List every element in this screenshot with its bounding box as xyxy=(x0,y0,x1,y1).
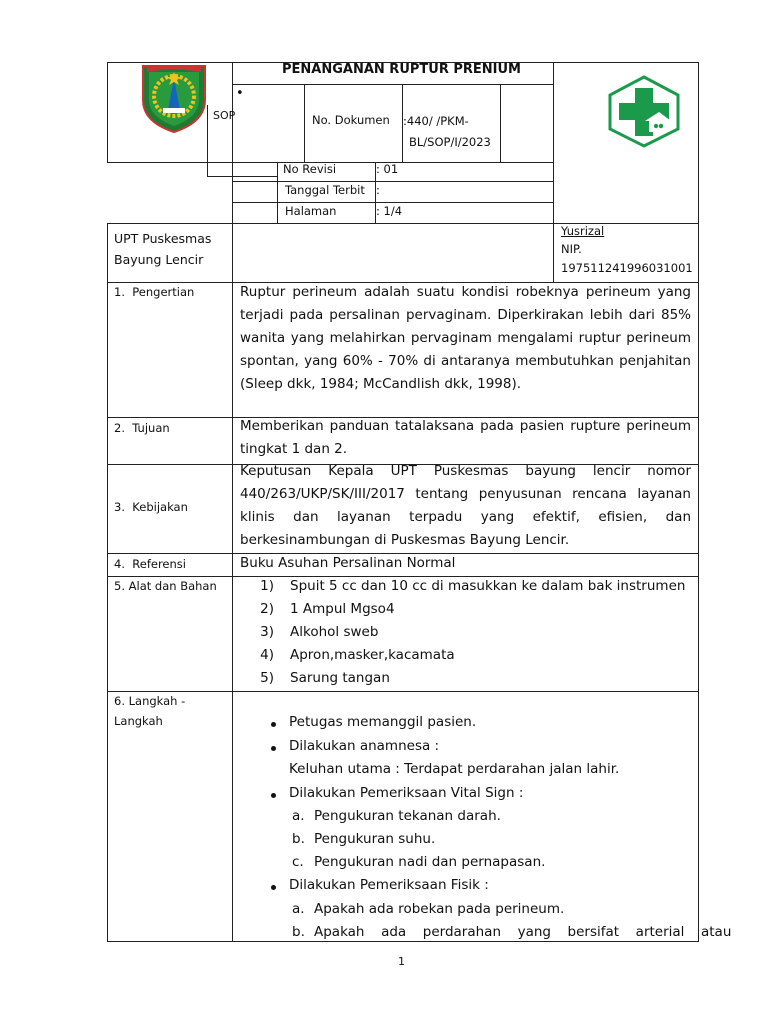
langkah-step-3: Dilakukan Pemeriksaan Vital Sign : xyxy=(289,785,524,801)
alat-label: 5. Alat dan Bahan xyxy=(114,579,217,593)
langkah-step-2: Dilakukan anamnesa : xyxy=(289,738,440,754)
alat-list xyxy=(250,575,690,690)
regional-emblem-logo xyxy=(135,60,213,134)
list-item: 2) 1 Ampul Mgso4 xyxy=(260,601,395,617)
bullet-icon xyxy=(271,885,276,890)
document-title: PENANGANAN RUPTUR PRENIUM xyxy=(282,62,521,77)
referensi-label: 4. Referensi xyxy=(114,557,186,571)
nip-label: NIP. xyxy=(561,242,582,256)
langkah-step-3-b-letter: b. xyxy=(292,831,305,847)
pengertian-label: 1. Pengertian xyxy=(114,285,195,299)
langkah-label-line1: 6. Langkah - xyxy=(114,694,186,708)
kebijakan-text: Keputusan Kepala UPT Puskesmas bayung lencir nomor 440/263/UKP/SK/III/2017 tentang penyusunan rencana layanan klinis dan layanan terpadu yang efektif, efisien, dan berkesinambungan di Puskesmas Bayung Lencir. xyxy=(240,463,691,548)
list-item: 1) Spuit 5 cc dan 10 cc di masukkan ke dalam bak instrumen xyxy=(260,578,686,594)
bullet-icon xyxy=(271,746,276,751)
pengertian-text: Ruptur perineum adalah suatu kondisi robeknya perineum yang terjadi pada persalinan pervaginam. Diperkirakan lebih dari 85% wanita yang melahirkan pervaginam mengalami ruptur perineum spontan, yang 60% - 70% di antaranya membutuhkan penjahitan (Sleep dkk, 1984; McCandlish dkk, 1998). xyxy=(240,284,691,392)
tujuan-text: Memberikan panduan tatalaksana pada pasien rupture perineum tingkat 1 dan 2. xyxy=(240,418,691,457)
no-dokumen-label: No. Dokumen xyxy=(312,113,390,127)
referensi-text: Buku Asuhan Persalinan Normal xyxy=(240,555,456,571)
nip-value: 197511241996031001 xyxy=(561,261,693,275)
page-number: 1 xyxy=(398,955,405,968)
langkah-step-3-b: Pengukuran suhu. xyxy=(314,831,436,847)
list-item: 4) Apron,masker,kacamata xyxy=(260,647,455,663)
langkah-step-1: Petugas memanggil pasien. xyxy=(289,714,477,730)
langkah-step-4-b: Apakah ada perdarahan yang bersifat arterial atau xyxy=(314,924,732,940)
langkah-step-4-a-letter: a. xyxy=(292,901,305,917)
no-revisi-value: : 01 xyxy=(376,162,399,176)
tanggal-terbit-label: Tanggal Terbit xyxy=(285,183,365,197)
langkah-step-4-a: Apakah ada robekan pada perineum. xyxy=(314,901,565,917)
bullet: • xyxy=(236,86,244,101)
langkah-step-3-c-letter: c. xyxy=(292,854,304,870)
sop-label: SOP xyxy=(213,109,236,122)
list-item: 5) Sarung tangan xyxy=(260,670,390,686)
bullet-icon xyxy=(271,722,276,727)
institution-name-line2: Bayung Lencir xyxy=(114,252,204,267)
halaman-value: : 1/4 xyxy=(376,204,403,218)
langkah-step-3-a-letter: a. xyxy=(292,808,305,824)
tanggal-terbit-value: : xyxy=(376,183,380,197)
tujuan-label: 2. Tujuan xyxy=(114,421,170,435)
langkah-label-line2: Langkah xyxy=(114,714,163,728)
bullet-icon xyxy=(271,793,276,798)
list-item: 3) Alkohol sweb xyxy=(260,624,379,640)
halaman-label: Halaman xyxy=(285,204,337,218)
langkah-step-2-detail: Keluhan utama : Terdapat perdarahan jalan lahir. xyxy=(289,761,620,777)
no-dokumen-value-2: BL/SOP/I/2023 xyxy=(409,135,491,149)
kebijakan-label: 3. Kebijakan xyxy=(114,500,188,514)
langkah-step-4: Dilakukan Pemeriksaan Fisik : xyxy=(289,877,489,893)
langkah-step-3-a: Pengukuran tekanan darah. xyxy=(314,808,501,824)
institution-name-line1: UPT Puskesmas xyxy=(114,231,212,246)
langkah-step-4-b-letter: b. xyxy=(292,924,305,940)
puskesmas-logo xyxy=(605,74,683,148)
signer-name: Yusrizal xyxy=(561,224,605,238)
langkah-step-3-c: Pengukuran nadi dan pernapasan. xyxy=(314,854,546,870)
no-dokumen-value: :440/ /PKM- xyxy=(403,114,469,128)
no-revisi-label: No Revisi xyxy=(283,162,337,176)
